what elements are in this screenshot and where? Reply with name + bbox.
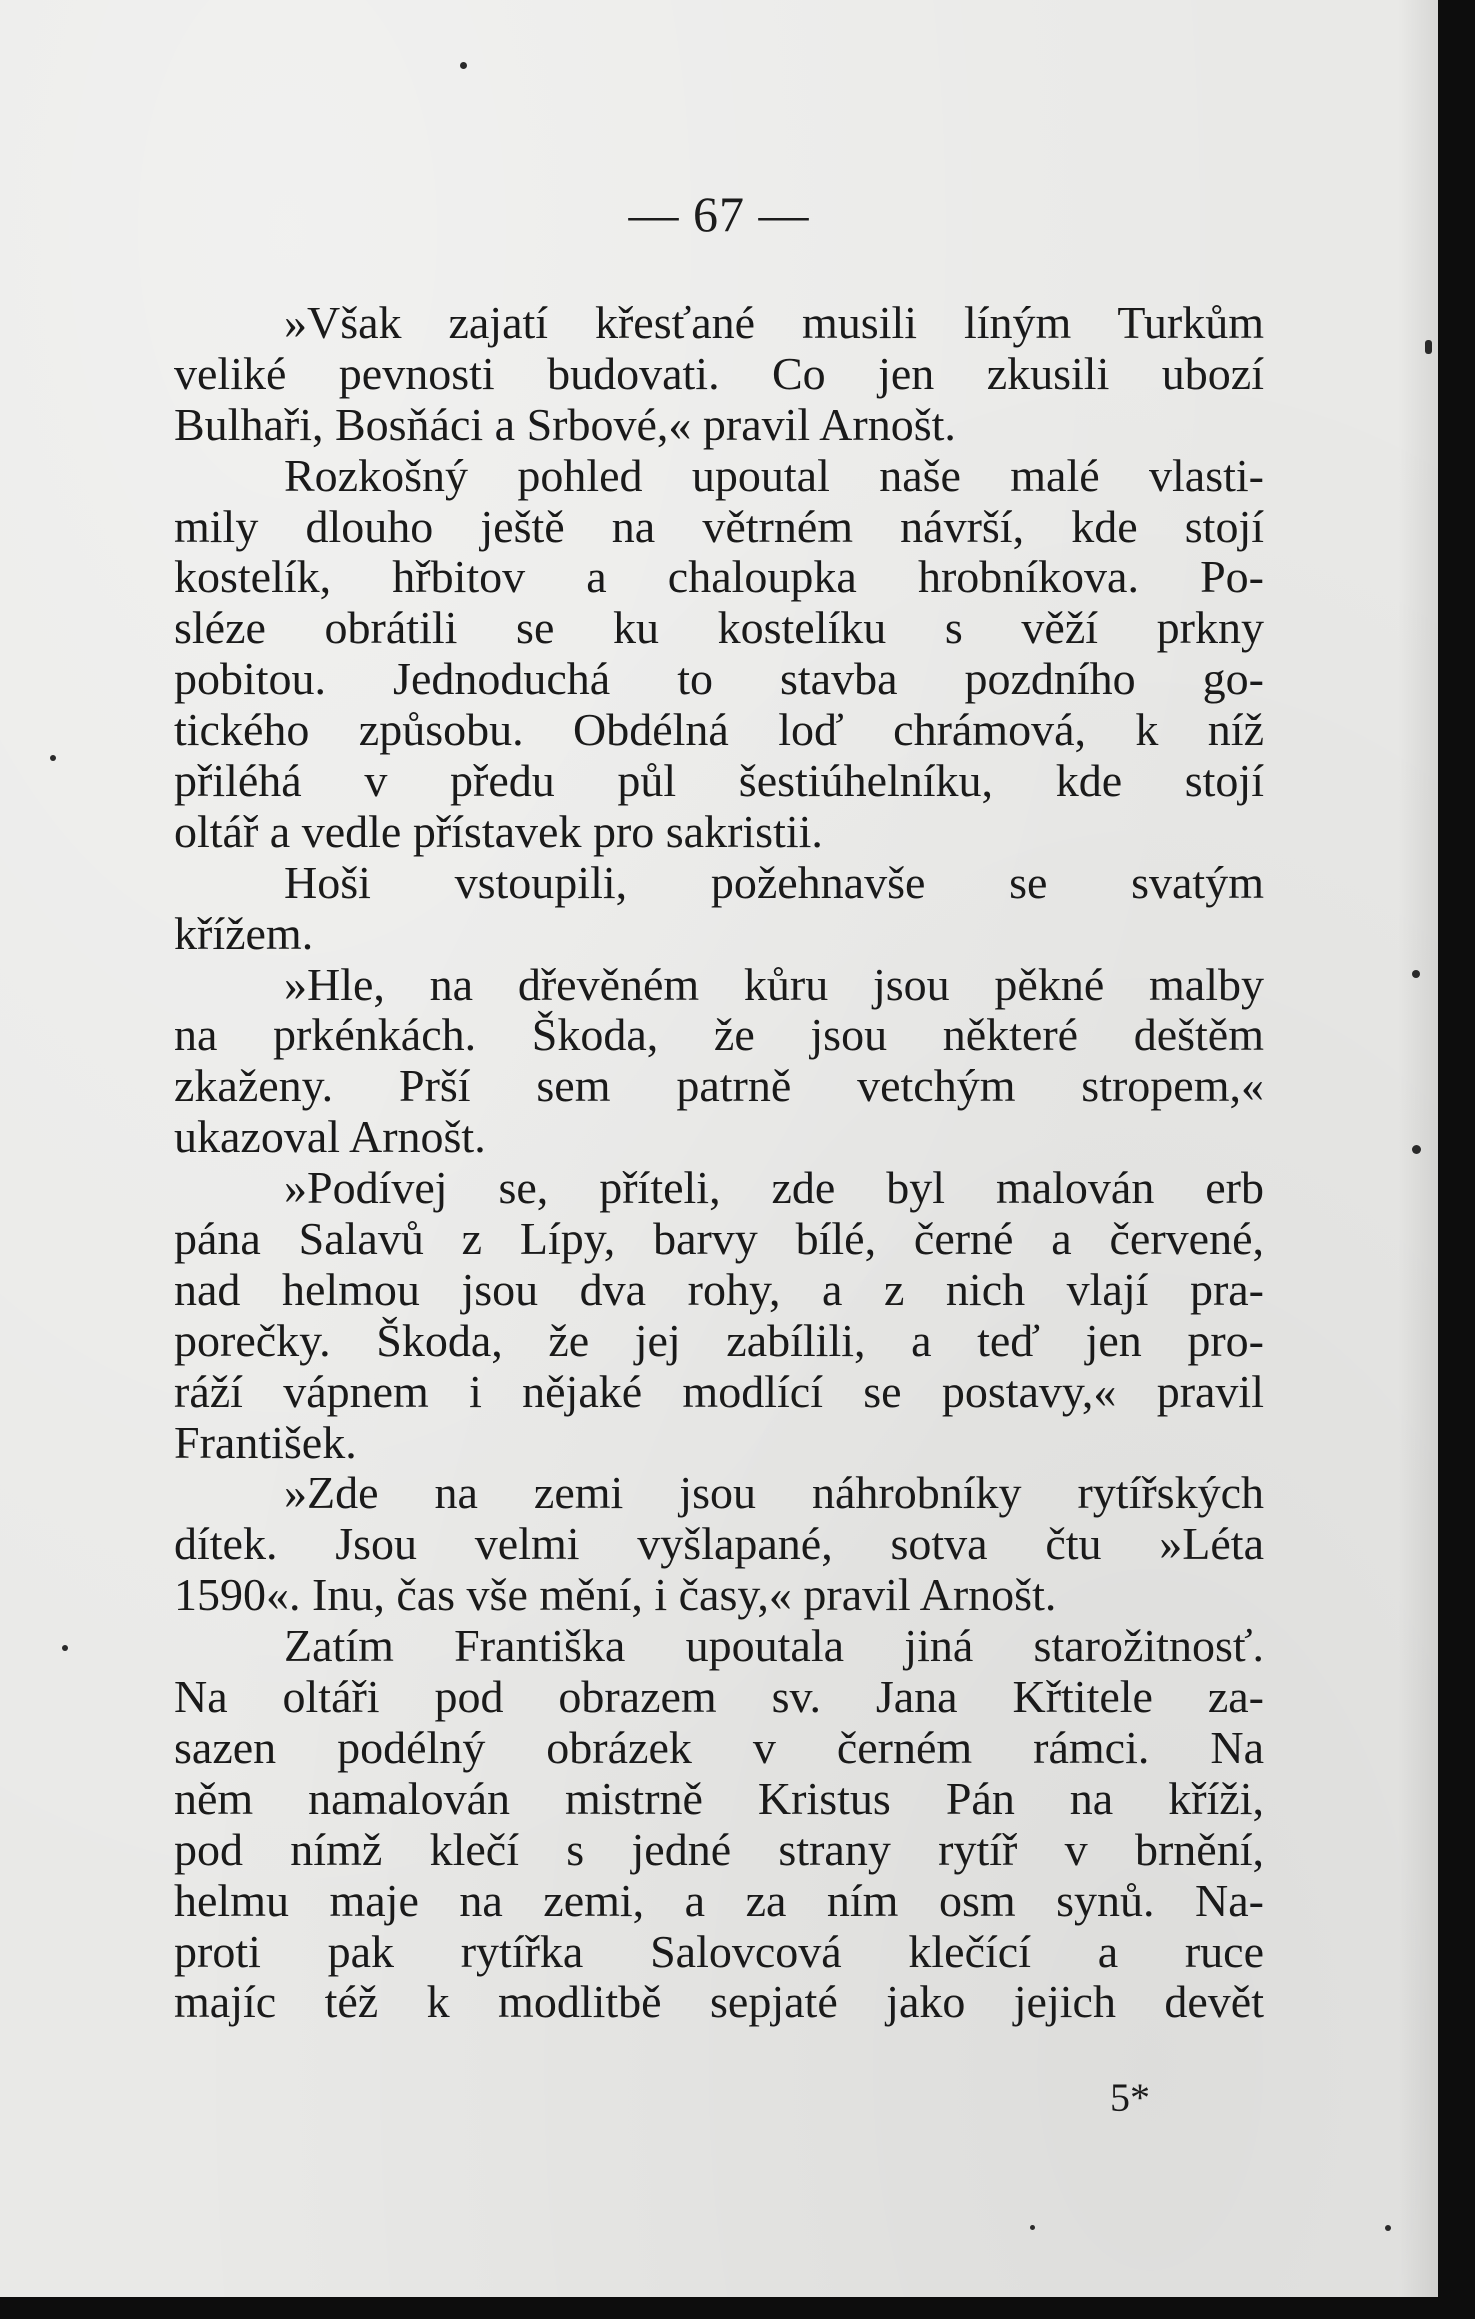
text-line: ráží vápnem i nějaké modlící se postavy,« pravil: [174, 1365, 1264, 1417]
text-line: helmu maje na zemi, a za ním osm synů. Na-: [174, 1874, 1264, 1926]
text-line: »Zde na zemi jsou náhrobníky rytířských: [284, 1467, 1264, 1519]
text-line: tického způsobu. Obdélná loď chrámová, k níž: [174, 704, 1264, 756]
text-line: Zatím Františka upoutala jiná starožitnosť.: [284, 1620, 1264, 1672]
text-line: »Hle, na dřevěném kůru jsou pěkné malby: [284, 958, 1264, 1010]
text-line: oltář a vedle přístavek pro sakristii.: [174, 805, 823, 857]
text-line: veliké pevnosti budovati. Co jen zkusili ubozí: [174, 347, 1264, 399]
scan-speck: [1425, 340, 1432, 354]
body-text: [174, 298, 1264, 2028]
text-line: 1590«. Inu, čas vše mění, i časy,« pravil Arnošt.: [174, 1569, 1057, 1621]
text-line: porečky. Škoda, že jej zabílili, a teď jen pro-: [174, 1314, 1264, 1366]
scan-speck: [460, 62, 467, 69]
text-line: pobitou. Jednoduchá to stavba pozdního go-: [174, 653, 1264, 705]
text-line: majíc též k modlitbě sepjaté jako jejich devět: [174, 1976, 1264, 2028]
text-line: přiléhá v předu půl šestiúhelníku, kde stojí: [174, 755, 1264, 807]
text-line: Hoši vstoupili, požehnavše se svatým: [284, 856, 1264, 908]
signature-mark: 5*: [1110, 2075, 1150, 2120]
text-line: Bulhaři, Bosňáci a Srbové,« pravil Arnošt.: [174, 398, 956, 450]
text-line: Na oltáři pod obrazem sv. Jana Křtitele za-: [174, 1671, 1264, 1723]
text-line: »Však zajatí křesťané musili líným Turkům: [284, 297, 1264, 348]
scan-speck: [1385, 2225, 1391, 2231]
text-line: sazen podélný obrázek v černém rámci. Na: [174, 1721, 1264, 1773]
text-line: pod nímž klečí s jedné strany rytíř v brnění,: [174, 1823, 1264, 1875]
text-line: kostelík, hřbitov a chaloupka hrobníkova. Po-: [174, 551, 1264, 603]
text-line: pána Salavů z Lípy, barvy bílé, černé a červené,: [174, 1213, 1264, 1265]
page-number: — 67 —: [628, 186, 810, 242]
text-line: mily dlouho ještě na větrném návrší, kde stojí: [174, 500, 1264, 552]
text-line: sléze obrátili se ku kostelíku s věží prkny: [174, 602, 1264, 654]
text-line: na prkénkách. Škoda, že jsou některé deštěm: [174, 1009, 1264, 1061]
scan-speck: [50, 755, 56, 761]
scan-speck: [62, 1645, 68, 1651]
text-line: »Podívej se, příteli, zde byl malován erb: [284, 1162, 1264, 1214]
text-line: zkaženy. Prší sem patrně vetchým stropem,«: [174, 1060, 1264, 1112]
text-line: František.: [174, 1416, 357, 1468]
text-line: proti pak rytířka Salovcová klečící a ruce: [174, 1925, 1264, 1977]
scan-speck: [1412, 970, 1420, 978]
text-line: nad helmou jsou dva rohy, a z nich vlají pra-: [174, 1263, 1264, 1315]
text-line: Rozkošný pohled upoutal naše malé vlasti-: [284, 449, 1264, 501]
text-line: křížem.: [174, 907, 314, 959]
text-line: něm namalován mistrně Kristus Pán na kříži,: [174, 1772, 1264, 1824]
text-line: ukazoval Arnošt.: [174, 1111, 486, 1163]
scan-speck: [1412, 1145, 1421, 1154]
scan-speck: [1030, 2225, 1035, 2230]
text-line: dítek. Jsou velmi vyšlapané, sotva čtu »Léta: [174, 1518, 1264, 1570]
